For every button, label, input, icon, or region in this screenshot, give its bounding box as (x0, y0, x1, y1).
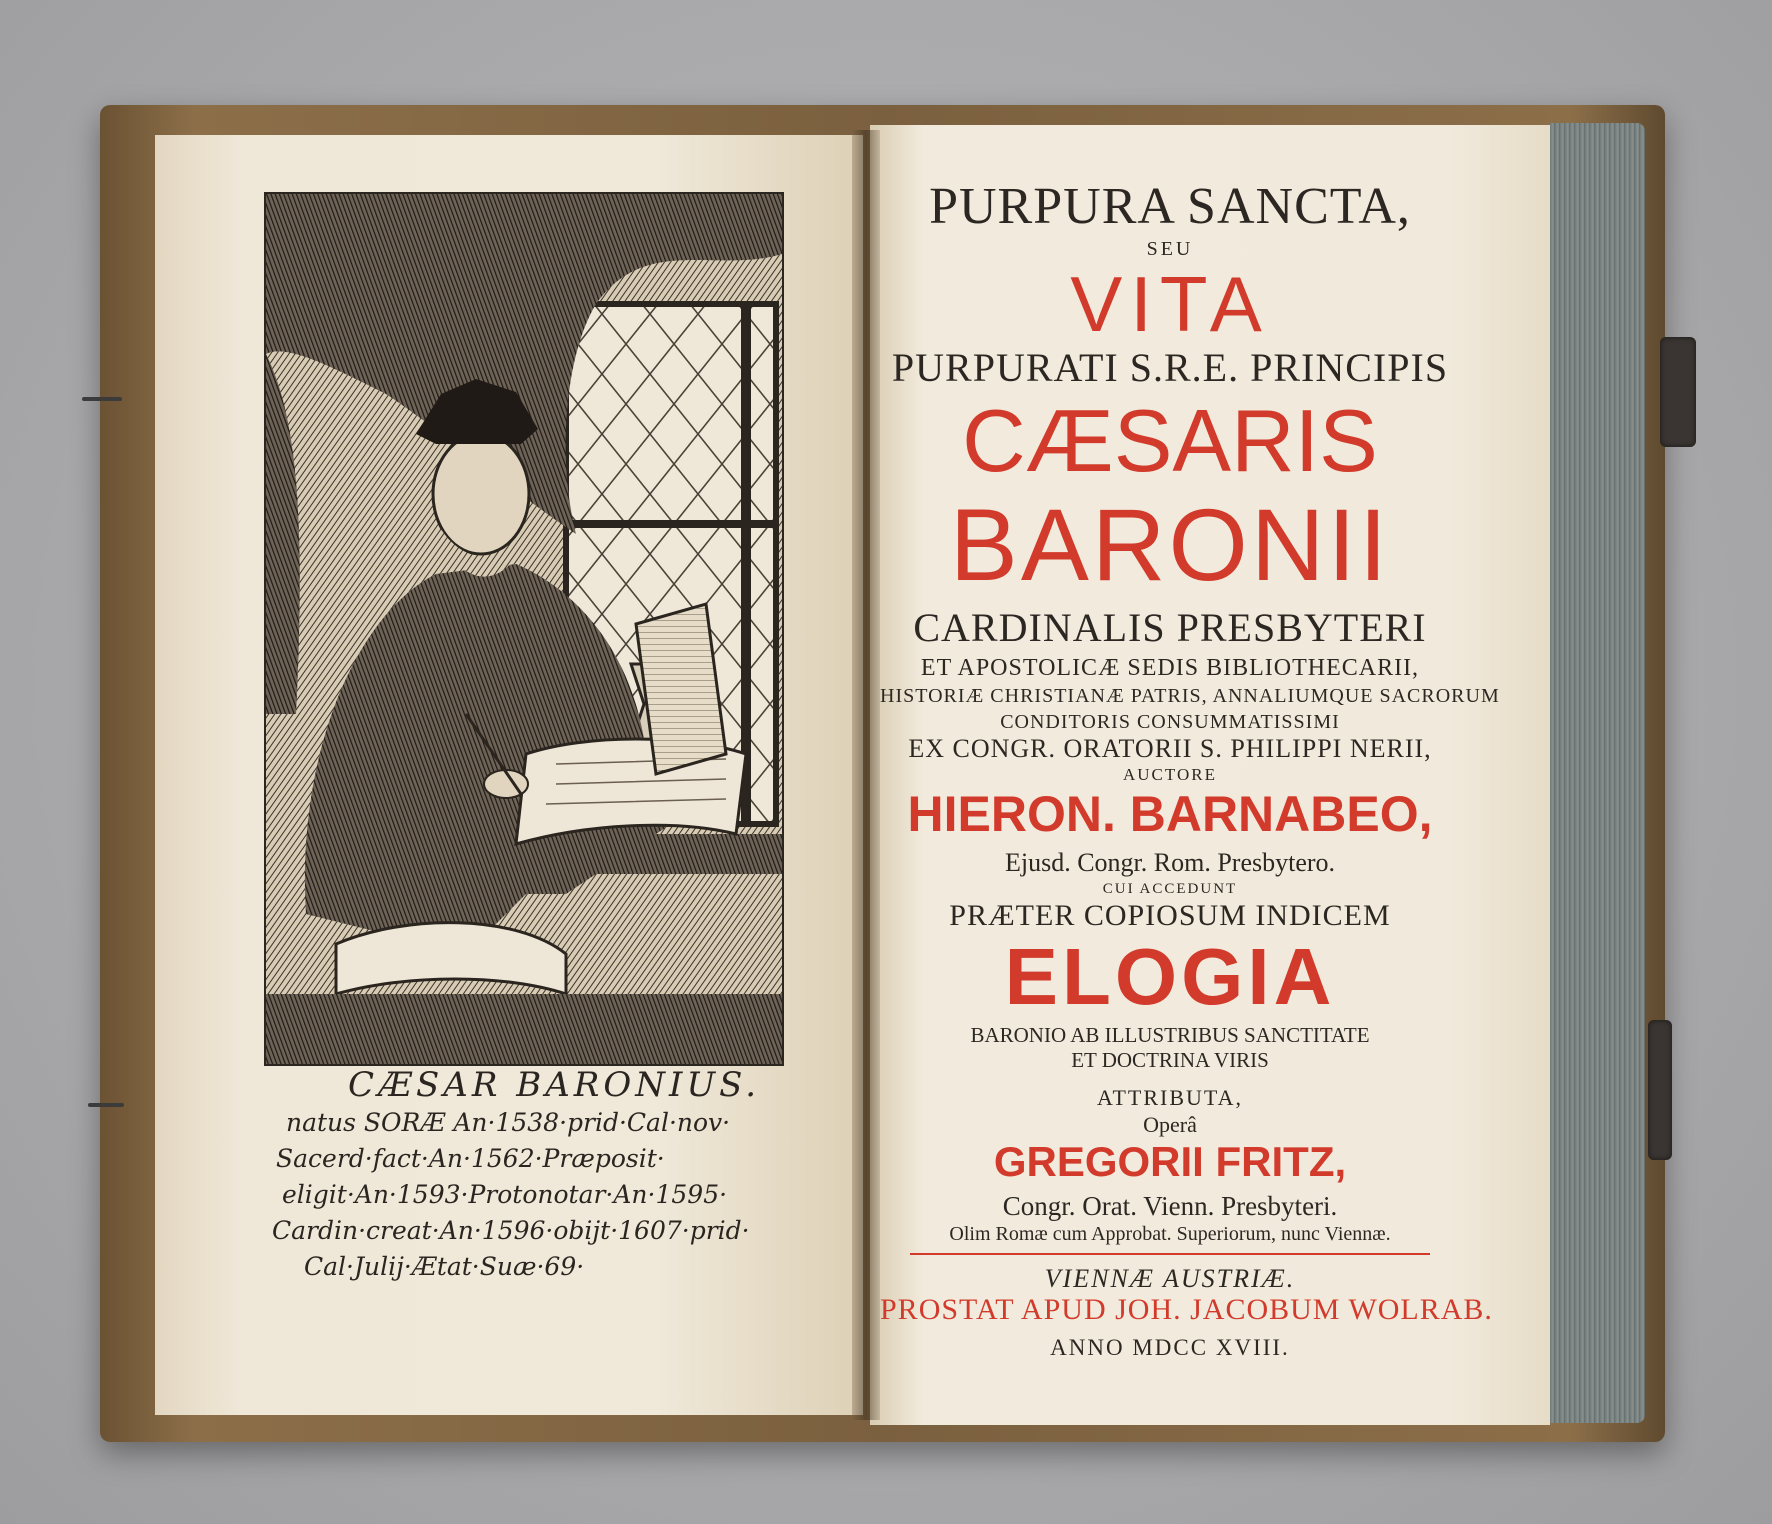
title-line-vita: VITA (1070, 259, 1270, 348)
caption-line: Cardin·creat·An·1596·obijt·1607·prid· (272, 1216, 750, 1245)
title-line-attributa: ATTRIBUTA, (1097, 1084, 1243, 1110)
title-line-elogia: ELOGIA (1004, 932, 1336, 1022)
red-rule-divider (910, 1253, 1430, 1255)
caption-line: eligit·An·1593·Protonotar·An·1595· (282, 1180, 728, 1209)
clasp-bottom (1648, 1020, 1672, 1160)
title-line-doctrina: ET DOCTRINA VIRIS (1071, 1048, 1269, 1073)
title-line-baronii: BARONII (949, 487, 1391, 602)
title-line-prostat: PROSTAT APUD JOH. JACOBUM WOLRAB. (880, 1293, 1493, 1327)
title-line-anno: ANNO MDCC XVIII. (1050, 1334, 1290, 1360)
engraving-caption (264, 1065, 804, 1285)
clasp-pin-top (82, 397, 122, 401)
title-line-purpura: PURPURA SANCTA, (929, 178, 1411, 235)
title-line-conditoris: CONDITORIS CONSUMMATISSIMI (1000, 710, 1340, 733)
clasp-pin-bottom (88, 1103, 124, 1107)
title-line-praeter: PRÆTER COPIOSUM INDICEM (949, 898, 1391, 932)
title-line-ejusd: Ejusd. Congr. Rom. Presbytero. (1004, 847, 1336, 877)
title-line-caesaris: CÆSARIS (962, 391, 1378, 491)
caption-line: natus SORÆ An·1538·prid·Cal·nov· (286, 1108, 731, 1137)
title-line-baronio: BARONIO AB ILLUSTRIBUS SANCTITATE (970, 1023, 1370, 1048)
book-gutter (852, 130, 880, 1420)
title-line-hieron: HIERON. BARNABEO, (907, 786, 1433, 843)
title-line-seu: SEU (1146, 237, 1194, 260)
title-line-ex-congr: EX CONGR. ORATORII S. PHILIPPI NERII, (908, 733, 1432, 763)
title-line-viennae: VIENNÆ AUSTRIÆ. (1044, 1264, 1296, 1294)
clasp-top (1660, 337, 1696, 447)
title-line-cui: CUI ACCEDUNT (1102, 880, 1238, 897)
title-line-purpurati: PURPURATI S.R.E. PRINCIPIS (891, 345, 1449, 391)
title-line-gregorii: GREGORII FRITZ, (993, 1137, 1347, 1185)
title-line-auctore: AUCTORE (1123, 765, 1217, 785)
caption-line: Sacerd·fact·An·1562·Præposit· (276, 1144, 665, 1173)
title-page (880, 178, 1500, 1360)
title-line-congr-orat: Congr. Orat. Vienn. Presbyteri. (1002, 1190, 1338, 1221)
caption-line: Cal·Julij·Ætat·Suæ·69· (304, 1252, 585, 1281)
title-line-cardinalis: CARDINALIS PRESBYTERI (913, 604, 1427, 650)
title-line-opera: Operâ (1143, 1111, 1197, 1137)
frontispiece-engraving (264, 192, 784, 1066)
page-fore-edge (1550, 123, 1645, 1423)
caption-title: CÆSAR BARONIUS. (347, 1065, 761, 1105)
title-line-olim: Olim Romæ cum Approbat. Superiorum, nunc Viennæ. (949, 1223, 1391, 1246)
title-line-apostolicae: ET APOSTOLICÆ SEDIS BIBLIOTHECARII, (920, 654, 1420, 681)
title-line-historiae: HISTORIÆ CHRISTIANÆ PATRIS, ANNALIUMQUE SACRORUM (880, 684, 1500, 707)
